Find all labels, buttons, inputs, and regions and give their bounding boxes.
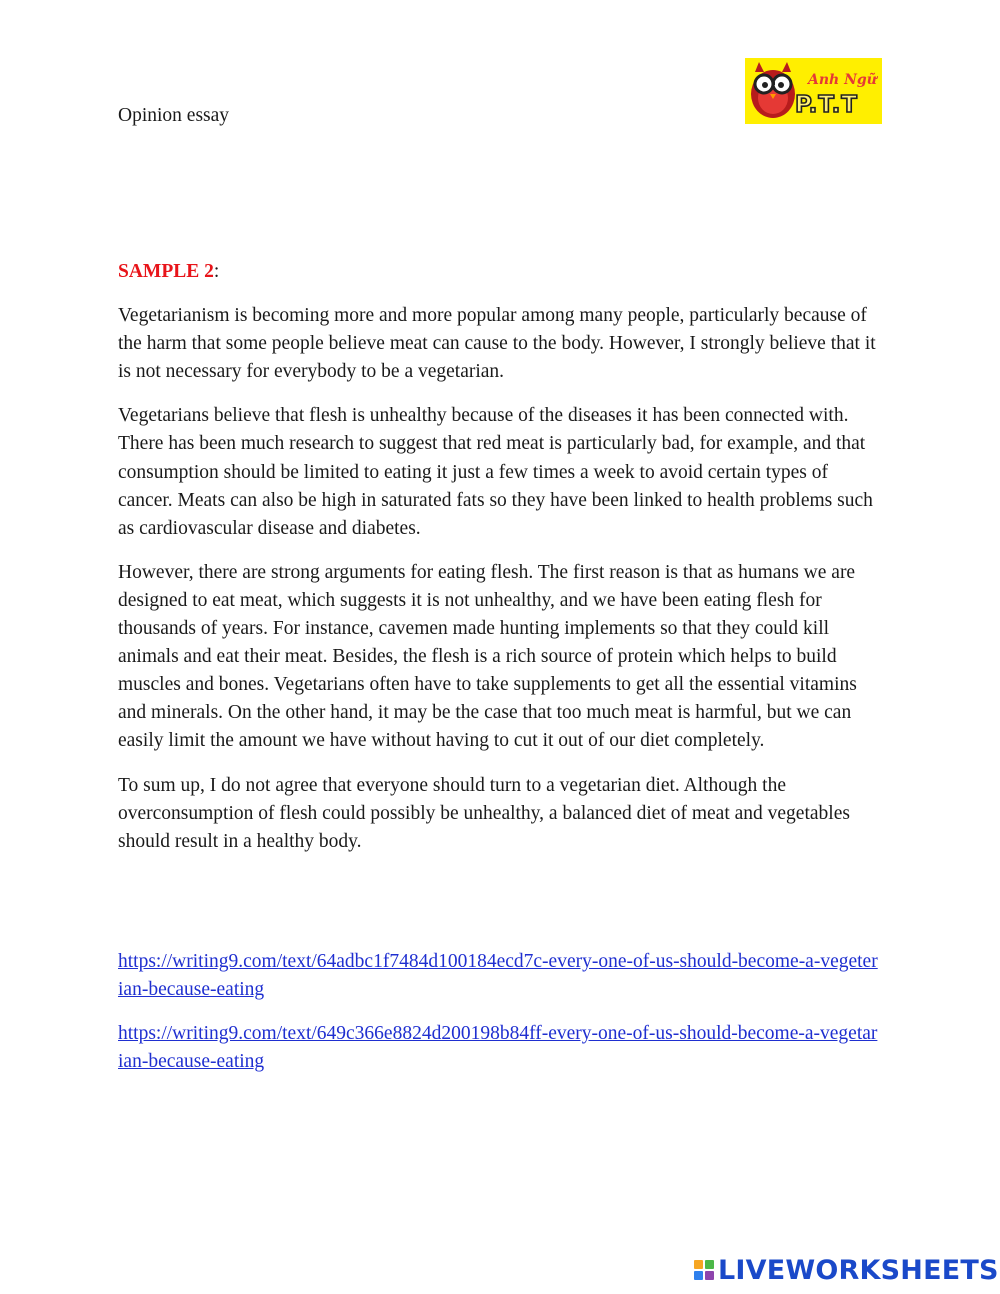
sample-heading — [118, 258, 880, 286]
source-link-1[interactable]: https://writing9.com/text/64adbc1f7484d100184ecd7c-every-one-of-us-should-become-a-vegeterian-because-eating — [118, 951, 878, 1001]
paragraph-intro: Vegetarianism is becoming more and more popular among many people, particularly because of the harm that some people believe meat can cause to the body. However, I strongly believe that it is not necessary for everybody to be a vegetarian. — [118, 305, 876, 383]
liveworksheets-brand — [694, 1255, 999, 1285]
page-title: Opinion essay — [118, 105, 230, 126]
sample-label: SAMPLE 2 — [118, 261, 214, 282]
anh-ngu-ptt-logo — [745, 58, 882, 124]
source-link-2[interactable]: https://writing9.com/text/649c366e8824d200198b84ff-every-one-of-us-should-become-a-vegetarian-because-eating — [118, 1023, 878, 1073]
paragraph-conclusion: To sum up, I do not agree that everyone should turn to a vegetarian diet. Although the overconsumption of flesh could possibly be unhealthy, a balanced diet of meat and vegetables should result in a healthy body. — [118, 774, 850, 852]
paragraph-body-2: However, there are strong arguments for eating flesh. The first reason is that as humans we are designed to eat meat, which suggests it is not unhealthy, and we have been eating flesh for thousands of years. For instance, cavemen made hunting implements so that they could kill animals and eat their meat. Besides, the flesh is a rich source of protein which helps to build muscles and bones. Vegetarians often have to take supplements to get all the essential vitamins and minerals. On the other hand, it may be the case that too much meat is harmful, but we can easily limit the amount we have without having to cut it out of our diet completely. — [118, 561, 857, 752]
paragraph-body-1: Vegetarians believe that flesh is unhealthy because of the diseases it has been connected with. There has been much research to suggest that red meat is particularly bad, for example, and that consumption should be limited to eating it just a few times a week to avoid certain types of cancer. Meats can also be high in saturated fats so they have been linked to health problems such as cardiovascular disease and diabetes. — [118, 405, 873, 539]
logo-main-text: P.T.T — [795, 92, 858, 118]
essay-body — [118, 258, 880, 872]
liveworksheets-wordmark: LIVEWORKSHEETS — [718, 1254, 999, 1286]
sample-colon: : — [213, 261, 220, 282]
source-links — [118, 948, 880, 1092]
logo-script-text: Anh Ngữ — [808, 72, 877, 88]
liveworksheets-logo-icon — [694, 1260, 714, 1280]
